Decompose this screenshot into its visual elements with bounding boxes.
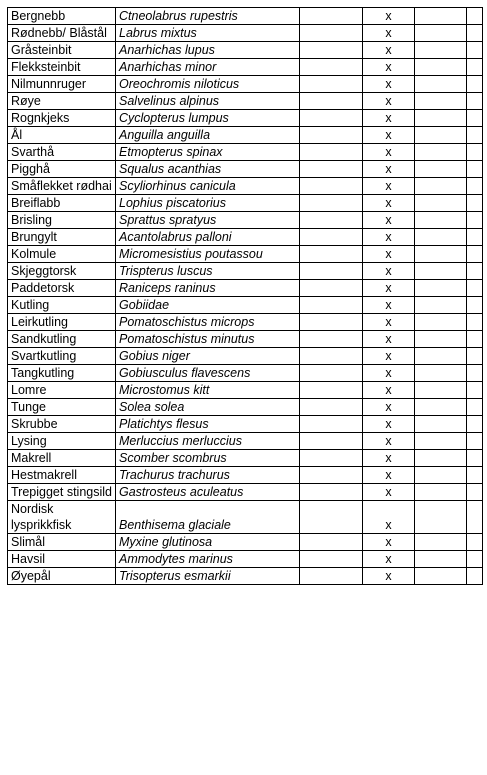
latin-name-cell: Microstomus kitt — [116, 382, 300, 399]
mark-cell: x — [363, 212, 415, 229]
mark-cell: x — [363, 399, 415, 416]
empty-cell — [415, 568, 467, 585]
empty-cell — [415, 246, 467, 263]
empty-cell — [467, 42, 483, 59]
empty-cell — [467, 195, 483, 212]
empty-cell — [415, 110, 467, 127]
latin-name-cell: Gastrosteus aculeatus — [116, 484, 300, 501]
latin-name-cell: Sprattus spratyus — [116, 212, 300, 229]
empty-cell — [300, 297, 363, 314]
empty-cell — [467, 365, 483, 382]
common-name-cell: Brungylt — [8, 229, 116, 246]
empty-cell — [300, 144, 363, 161]
empty-cell — [300, 110, 363, 127]
mark-cell: x — [363, 331, 415, 348]
mark-cell: x — [363, 450, 415, 467]
table-row — [8, 59, 483, 76]
mark-cell: x — [363, 25, 415, 42]
empty-cell — [467, 76, 483, 93]
table-row — [8, 76, 483, 93]
table-row — [8, 25, 483, 42]
empty-cell — [467, 297, 483, 314]
common-name-cell: Tunge — [8, 399, 116, 416]
empty-cell — [415, 144, 467, 161]
common-name-cell: Gråsteinbit — [8, 42, 116, 59]
latin-name-cell: Cyclopterus lumpus — [116, 110, 300, 127]
empty-cell — [300, 280, 363, 297]
empty-cell — [300, 484, 363, 501]
mark-cell: x — [363, 534, 415, 551]
common-name-cell: Rognkjeks — [8, 110, 116, 127]
latin-name-cell: Oreochromis niloticus — [116, 76, 300, 93]
empty-cell — [467, 212, 483, 229]
mark-cell: x — [363, 246, 415, 263]
empty-cell — [300, 8, 363, 25]
empty-cell — [467, 178, 483, 195]
empty-cell — [300, 501, 363, 534]
latin-name-cell: Raniceps raninus — [116, 280, 300, 297]
mark-cell: x — [363, 416, 415, 433]
mark-cell: x — [363, 433, 415, 450]
empty-cell — [415, 93, 467, 110]
empty-cell — [300, 314, 363, 331]
empty-cell — [415, 433, 467, 450]
empty-cell — [415, 534, 467, 551]
empty-cell — [415, 365, 467, 382]
empty-cell — [415, 8, 467, 25]
empty-cell — [300, 229, 363, 246]
table-row — [8, 229, 483, 246]
common-name-cell: Lomre — [8, 382, 116, 399]
common-name-cell: Brisling — [8, 212, 116, 229]
empty-cell — [415, 416, 467, 433]
latin-name-cell: Trisopterus esmarkii — [116, 568, 300, 585]
species-table-body — [8, 8, 483, 585]
common-name-cell: Paddetorsk — [8, 280, 116, 297]
empty-cell — [415, 348, 467, 365]
table-row — [8, 263, 483, 280]
empty-cell — [415, 76, 467, 93]
empty-cell — [467, 110, 483, 127]
mark-cell: x — [363, 365, 415, 382]
empty-cell — [467, 501, 483, 534]
table-row — [8, 484, 483, 501]
table-row — [8, 161, 483, 178]
empty-cell — [415, 331, 467, 348]
mark-cell: x — [363, 229, 415, 246]
empty-cell — [415, 127, 467, 144]
empty-cell — [415, 178, 467, 195]
table-row — [8, 467, 483, 484]
empty-cell — [467, 331, 483, 348]
mark-cell: x — [363, 501, 415, 534]
table-row — [8, 399, 483, 416]
common-name-cell: Kutling — [8, 297, 116, 314]
common-name-cell: Lysing — [8, 433, 116, 450]
empty-cell — [415, 59, 467, 76]
latin-name-cell: Gobius niger — [116, 348, 300, 365]
table-row — [8, 280, 483, 297]
empty-cell — [467, 416, 483, 433]
empty-cell — [415, 450, 467, 467]
latin-name-cell: Anguilla anguilla — [116, 127, 300, 144]
common-name-cell: Ål — [8, 127, 116, 144]
table-row — [8, 297, 483, 314]
common-name-cell: Tangkutling — [8, 365, 116, 382]
species-table — [7, 7, 483, 585]
latin-name-cell: Salvelinus alpinus — [116, 93, 300, 110]
mark-cell: x — [363, 382, 415, 399]
empty-cell — [415, 467, 467, 484]
empty-cell — [415, 195, 467, 212]
latin-name-cell: Pomatoschistus minutus — [116, 331, 300, 348]
empty-cell — [415, 161, 467, 178]
empty-cell — [415, 212, 467, 229]
latin-name-cell: Gobiidae — [116, 297, 300, 314]
empty-cell — [300, 433, 363, 450]
empty-cell — [300, 93, 363, 110]
table-row — [8, 178, 483, 195]
common-name-cell: Sandkutling — [8, 331, 116, 348]
common-name-cell: Bergnebb — [8, 8, 116, 25]
mark-cell: x — [363, 467, 415, 484]
mark-cell: x — [363, 42, 415, 59]
empty-cell — [415, 42, 467, 59]
common-name-cell: Flekksteinbit — [8, 59, 116, 76]
empty-cell — [415, 314, 467, 331]
latin-name-cell: Anarhichas minor — [116, 59, 300, 76]
empty-cell — [300, 212, 363, 229]
table-row — [8, 127, 483, 144]
mark-cell: x — [363, 144, 415, 161]
table-row — [8, 450, 483, 467]
latin-name-cell: Anarhichas lupus — [116, 42, 300, 59]
table-row — [8, 568, 483, 585]
table-row — [8, 551, 483, 568]
empty-cell — [467, 263, 483, 280]
table-row — [8, 348, 483, 365]
empty-cell — [467, 534, 483, 551]
common-name-cell: Nilmunnruger — [8, 76, 116, 93]
table-row — [8, 534, 483, 551]
latin-name-cell: Squalus acanthias — [116, 161, 300, 178]
empty-cell — [300, 331, 363, 348]
empty-cell — [467, 467, 483, 484]
empty-cell — [467, 568, 483, 585]
mark-cell: x — [363, 348, 415, 365]
table-row — [8, 195, 483, 212]
empty-cell — [467, 348, 483, 365]
latin-name-cell: Gobiusculus flavescens — [116, 365, 300, 382]
common-name-cell: Svarthå — [8, 144, 116, 161]
empty-cell — [300, 382, 363, 399]
common-name-cell: Øyepål — [8, 568, 116, 585]
latin-name-cell: Scomber scombrus — [116, 450, 300, 467]
latin-name-cell: Myxine glutinosa — [116, 534, 300, 551]
mark-cell: x — [363, 178, 415, 195]
common-name-cell: Kolmule — [8, 246, 116, 263]
latin-name-cell: Ctneolabrus rupestris — [116, 8, 300, 25]
empty-cell — [300, 399, 363, 416]
empty-cell — [467, 450, 483, 467]
mark-cell: x — [363, 568, 415, 585]
empty-cell — [415, 551, 467, 568]
latin-name-cell: Labrus mixtus — [116, 25, 300, 42]
table-row — [8, 93, 483, 110]
table-row — [8, 365, 483, 382]
empty-cell — [467, 93, 483, 110]
common-name-cell: Trepigget stingsild — [8, 484, 116, 501]
common-name-cell: Rødnebb/ Blåstål — [8, 25, 116, 42]
latin-name-cell: Merluccius merluccius — [116, 433, 300, 450]
empty-cell — [300, 568, 363, 585]
empty-cell — [467, 382, 483, 399]
common-name-cell: Leirkutling — [8, 314, 116, 331]
empty-cell — [415, 229, 467, 246]
latin-name-cell: Scyliorhinus canicula — [116, 178, 300, 195]
common-name-cell: Pigghå — [8, 161, 116, 178]
common-name-cell: Skjeggtorsk — [8, 263, 116, 280]
empty-cell — [467, 433, 483, 450]
empty-cell — [415, 501, 467, 534]
empty-cell — [300, 534, 363, 551]
latin-name-cell: Trispterus luscus — [116, 263, 300, 280]
mark-cell: x — [363, 8, 415, 25]
empty-cell — [300, 59, 363, 76]
empty-cell — [467, 25, 483, 42]
empty-cell — [300, 365, 363, 382]
empty-cell — [415, 484, 467, 501]
common-name-cell: Hestmakrell — [8, 467, 116, 484]
common-name-cell: Slimål — [8, 534, 116, 551]
latin-name-cell: Pomatoschistus microps — [116, 314, 300, 331]
mark-cell: x — [363, 314, 415, 331]
mark-cell: x — [363, 263, 415, 280]
empty-cell — [467, 399, 483, 416]
common-name-cell: Småflekket rødhai — [8, 178, 116, 195]
mark-cell: x — [363, 93, 415, 110]
table-row — [8, 382, 483, 399]
table-row — [8, 8, 483, 25]
empty-cell — [467, 8, 483, 25]
empty-cell — [467, 551, 483, 568]
empty-cell — [300, 348, 363, 365]
empty-cell — [300, 246, 363, 263]
latin-name-cell: Lophius piscatorius — [116, 195, 300, 212]
empty-cell — [415, 382, 467, 399]
empty-cell — [415, 263, 467, 280]
empty-cell — [300, 76, 363, 93]
common-name-cell: Røye — [8, 93, 116, 110]
mark-cell: x — [363, 280, 415, 297]
empty-cell — [300, 416, 363, 433]
table-row — [8, 110, 483, 127]
empty-cell — [467, 144, 483, 161]
empty-cell — [300, 161, 363, 178]
table-row — [8, 42, 483, 59]
mark-cell: x — [363, 297, 415, 314]
empty-cell — [300, 25, 363, 42]
latin-name-cell: Solea solea — [116, 399, 300, 416]
empty-cell — [300, 450, 363, 467]
empty-cell — [467, 229, 483, 246]
table-row — [8, 144, 483, 161]
latin-name-cell: Benthisema glaciale — [116, 501, 300, 534]
table-row — [8, 314, 483, 331]
empty-cell — [467, 484, 483, 501]
table-row — [8, 246, 483, 263]
common-name-cell: Skrubbe — [8, 416, 116, 433]
common-name-cell: Breiflabb — [8, 195, 116, 212]
empty-cell — [467, 161, 483, 178]
mark-cell: x — [363, 195, 415, 212]
empty-cell — [300, 127, 363, 144]
empty-cell — [415, 399, 467, 416]
common-name-cell: Svartkutling — [8, 348, 116, 365]
latin-name-cell: Ammodytes marinus — [116, 551, 300, 568]
common-name-cell: Havsil — [8, 551, 116, 568]
empty-cell — [467, 246, 483, 263]
mark-cell: x — [363, 161, 415, 178]
empty-cell — [415, 280, 467, 297]
empty-cell — [300, 551, 363, 568]
empty-cell — [467, 280, 483, 297]
mark-cell: x — [363, 59, 415, 76]
mark-cell: x — [363, 76, 415, 93]
latin-name-cell: Trachurus trachurus — [116, 467, 300, 484]
empty-cell — [467, 314, 483, 331]
mark-cell: x — [363, 551, 415, 568]
empty-cell — [300, 467, 363, 484]
table-row — [8, 433, 483, 450]
table-row — [8, 501, 483, 534]
mark-cell: x — [363, 127, 415, 144]
common-name-cell: Nordisk lysprikkfisk — [8, 501, 116, 534]
empty-cell — [415, 297, 467, 314]
empty-cell — [300, 42, 363, 59]
table-row — [8, 331, 483, 348]
latin-name-cell: Acantolabrus palloni — [116, 229, 300, 246]
mark-cell: x — [363, 110, 415, 127]
latin-name-cell: Platichtys flesus — [116, 416, 300, 433]
empty-cell — [467, 59, 483, 76]
empty-cell — [300, 195, 363, 212]
empty-cell — [300, 178, 363, 195]
table-row — [8, 416, 483, 433]
empty-cell — [467, 127, 483, 144]
table-row — [8, 212, 483, 229]
empty-cell — [415, 25, 467, 42]
mark-cell: x — [363, 484, 415, 501]
latin-name-cell: Micromesistius poutassou — [116, 246, 300, 263]
latin-name-cell: Etmopterus spinax — [116, 144, 300, 161]
empty-cell — [300, 263, 363, 280]
common-name-cell: Makrell — [8, 450, 116, 467]
